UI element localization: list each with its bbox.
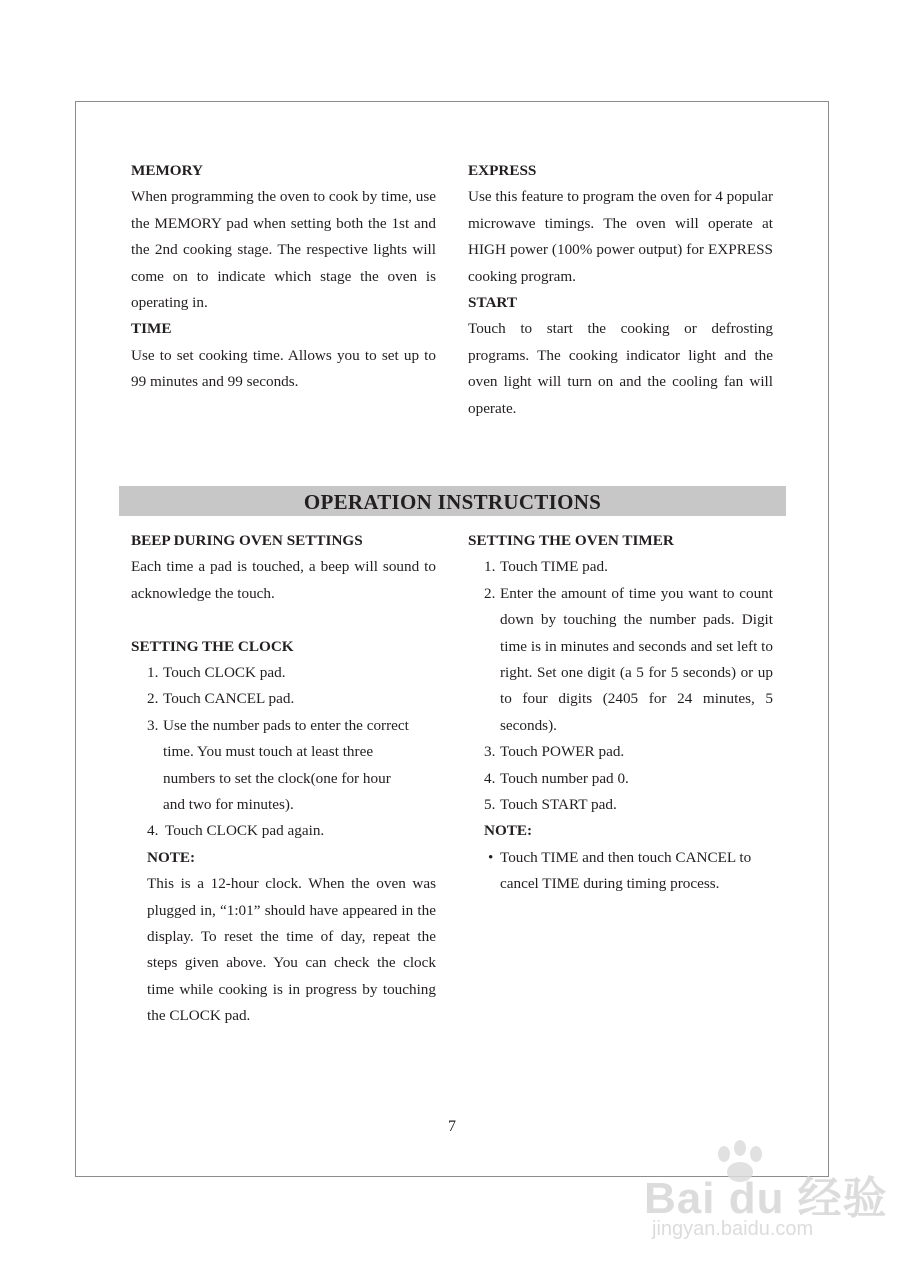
memory-text: When programming the oven to cook by time, use the MEMORY pad when setting both the 1st and the 2nd cooking stage. The respective lights will come on to indicate which stage the oven is operating in. bbox=[131, 188, 436, 312]
start-heading: START bbox=[468, 294, 517, 312]
step-number: 2. bbox=[484, 584, 496, 602]
step-text: Touch CANCEL pad. bbox=[163, 690, 295, 708]
step-number: 2. bbox=[147, 690, 159, 708]
timer-step bbox=[468, 554, 773, 580]
beep-clock-section bbox=[131, 528, 436, 1030]
express-text: Use this feature to program the oven for 4 popular microwave timings. The oven will operate at HIGH power (100% power output) for EXPRESS cooking program. bbox=[468, 188, 773, 285]
timer-step bbox=[468, 792, 773, 818]
step-text: Touch CLOCK pad. bbox=[163, 664, 286, 682]
timer-heading: SETTING THE OVEN TIMER bbox=[468, 532, 674, 549]
oven-timer-section bbox=[468, 528, 773, 898]
watermark-logo-text: Bai du 经验 bbox=[644, 1174, 888, 1223]
clock-note-heading: NOTE: bbox=[147, 848, 196, 866]
step-number: 3. bbox=[484, 743, 496, 761]
time-heading: TIME bbox=[131, 320, 172, 338]
step-text: Touch number pad 0. bbox=[500, 769, 629, 787]
step-number: 4. bbox=[147, 822, 159, 840]
timer-step bbox=[468, 766, 773, 792]
step-text: Touch CLOCK pad again. bbox=[165, 822, 325, 840]
step-text: Enter the amount of time you want to count down by touching the number pads. Digit time is in minutes and seconds and set left to right. Set one digit (a 5 for 5 seconds) or up to four digits (2405 for 24 minutes, 5 seconds). bbox=[500, 584, 773, 734]
start-text: Touch to start the cooking or defrosting programs. The cooking indicator light and the oven light will turn on and the cooling fan will operate. bbox=[468, 320, 773, 417]
clock-step bbox=[131, 818, 436, 844]
bullet: • bbox=[488, 848, 494, 866]
timer-note-text: Touch TIME and then touch CANCEL to cancel TIME during timing process. bbox=[500, 848, 752, 893]
page-number: 7 bbox=[448, 1118, 456, 1135]
step-text: Touch TIME pad. bbox=[500, 558, 608, 576]
timer-note-heading: NOTE: bbox=[484, 822, 533, 840]
section-banner: OPERATION INSTRUCTIONS bbox=[119, 486, 786, 516]
step-text: Touch START pad. bbox=[500, 796, 617, 814]
timer-step bbox=[468, 739, 773, 765]
clock-step bbox=[131, 686, 436, 712]
beep-text: Each time a pad is touched, a beep will sound to acknowledge the touch. bbox=[131, 558, 436, 602]
express-heading: EXPRESS bbox=[468, 162, 537, 179]
watermark-url: jingyan.baidu.com bbox=[652, 1218, 814, 1240]
step-number: 5. bbox=[484, 796, 496, 814]
step-number: 1. bbox=[147, 664, 159, 682]
step-text: Touch POWER pad. bbox=[500, 743, 625, 761]
timer-step bbox=[468, 581, 773, 739]
memory-time-section bbox=[131, 158, 436, 396]
clock-step bbox=[131, 660, 436, 686]
step-number: 3. bbox=[147, 716, 159, 734]
step-text: Use the number pads to enter the correct time. You must touch at least three numbers to set the clock(one for hour and two for minutes). bbox=[163, 716, 409, 814]
step-number: 4. bbox=[484, 769, 496, 787]
timer-note bbox=[468, 845, 752, 898]
clock-heading: SETTING THE CLOCK bbox=[131, 637, 294, 655]
beep-heading: BEEP DURING OVEN SETTINGS bbox=[131, 532, 363, 549]
step-number: 1. bbox=[484, 558, 496, 576]
baidu-watermark bbox=[640, 1140, 890, 1250]
clock-step bbox=[131, 713, 409, 819]
time-text: Use to set cooking time. Allows you to set up to 99 minutes and 99 seconds. bbox=[131, 346, 436, 391]
express-start-section bbox=[468, 158, 773, 422]
clock-note-text: This is a 12-hour clock. When the oven was plugged in, “1:01” should have appeared in the display. To reset the time of day, repeat the steps given above. You can check the clock time while cooking is in progress by touching the CLOCK pad. bbox=[147, 875, 436, 1025]
memory-heading: MEMORY bbox=[131, 162, 204, 179]
